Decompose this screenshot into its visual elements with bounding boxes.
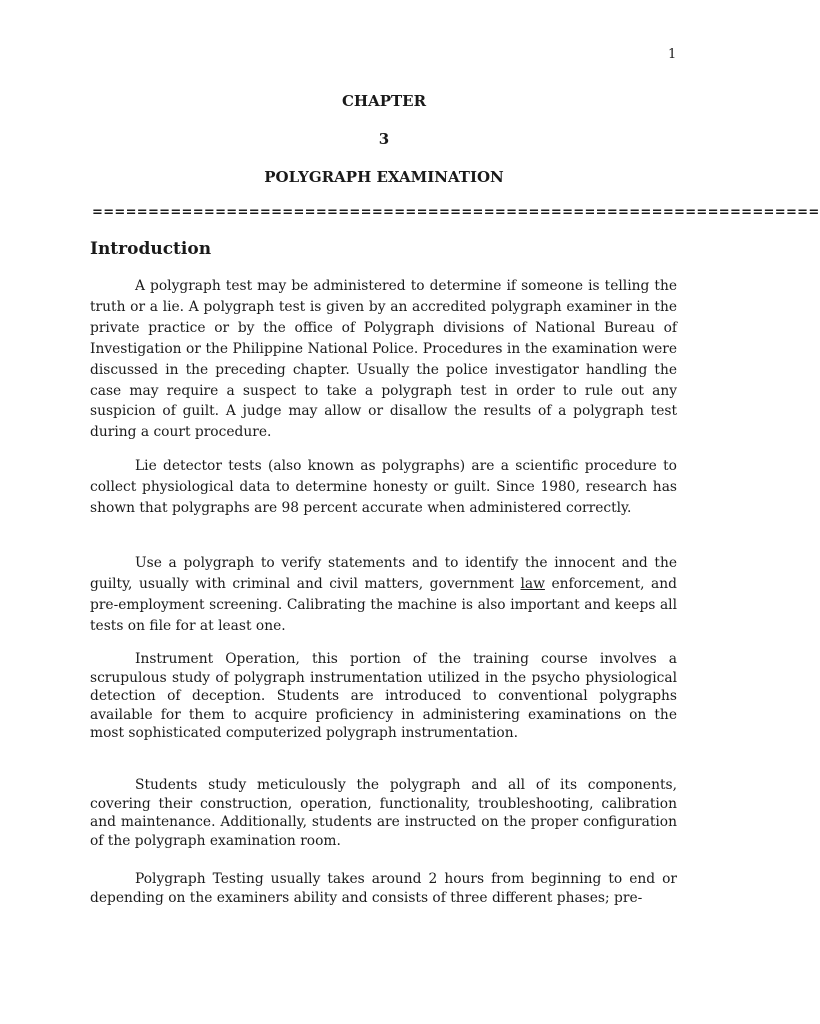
page-number: 1	[668, 47, 677, 62]
paragraph-3-text-start: Use a polygraph to verify statements and to identify the innocent and the guilty, usually with criminal and civil matters, government	[90, 555, 677, 592]
divider-line: =================================================================	[92, 205, 820, 220]
chapter-title: POLYGRAPH EXAMINATION	[264, 168, 504, 186]
paragraph-4: Instrument Operation, this portion of the training course involves a scrupulous study of polygraph instrumentation utilized in the psycho physiological detection of deception. Students are introduced to conventional polygraphs available for them to acquire proficiency in administering examinations on the most sophisticated computerized polygraph instrumentation.	[90, 651, 677, 742]
section-heading: Introduction	[90, 239, 212, 259]
chapter-label: CHAPTER	[341, 92, 427, 110]
law-link[interactable]: law	[520, 575, 545, 592]
paragraph-3	[90, 553, 677, 637]
paragraph-1: A polygraph test may be administered to determine if someone is telling the truth or a lie. A polygraph test is given by an accredited polygraph examiner in the private practice or by the office of Polygraph divisions of National Bureau of Investigation or the Philippine National Police. Procedures in the examination were discussed in the preceding chapter. Usually the police investigator handling the case may require a suspect to take a polygraph test in order to rule out any suspicion of guilt. A judge may allow or disallow the results of a polygraph test during a court procedure.	[90, 278, 677, 441]
chapter-number: 3	[378, 130, 390, 148]
paragraph-6: Polygraph Testing usually takes around 2 hours from beginning to end or depending on the examiners ability and consists of three different phases; pre-	[90, 871, 677, 906]
paragraph-3-text-end: enforcement, and pre-employment screening. Calibrating the machine is also important and keeps all tests on file for at least one.	[90, 575, 677, 634]
paragraph-5: Students study meticulously the polygraph and all of its components, covering their construction, operation, functionality, troubleshooting, calibration and maintenance. Additionally, students are instructed on the proper configuration of the polygraph examination room.	[90, 777, 677, 849]
paragraph-2: Lie detector tests (also known as polygraphs) are a scientific procedure to collect physiological data to determine honesty or guilt. Since 1980, research has shown that polygraphs are 98 percent accurate when administered correctly.	[90, 458, 677, 516]
